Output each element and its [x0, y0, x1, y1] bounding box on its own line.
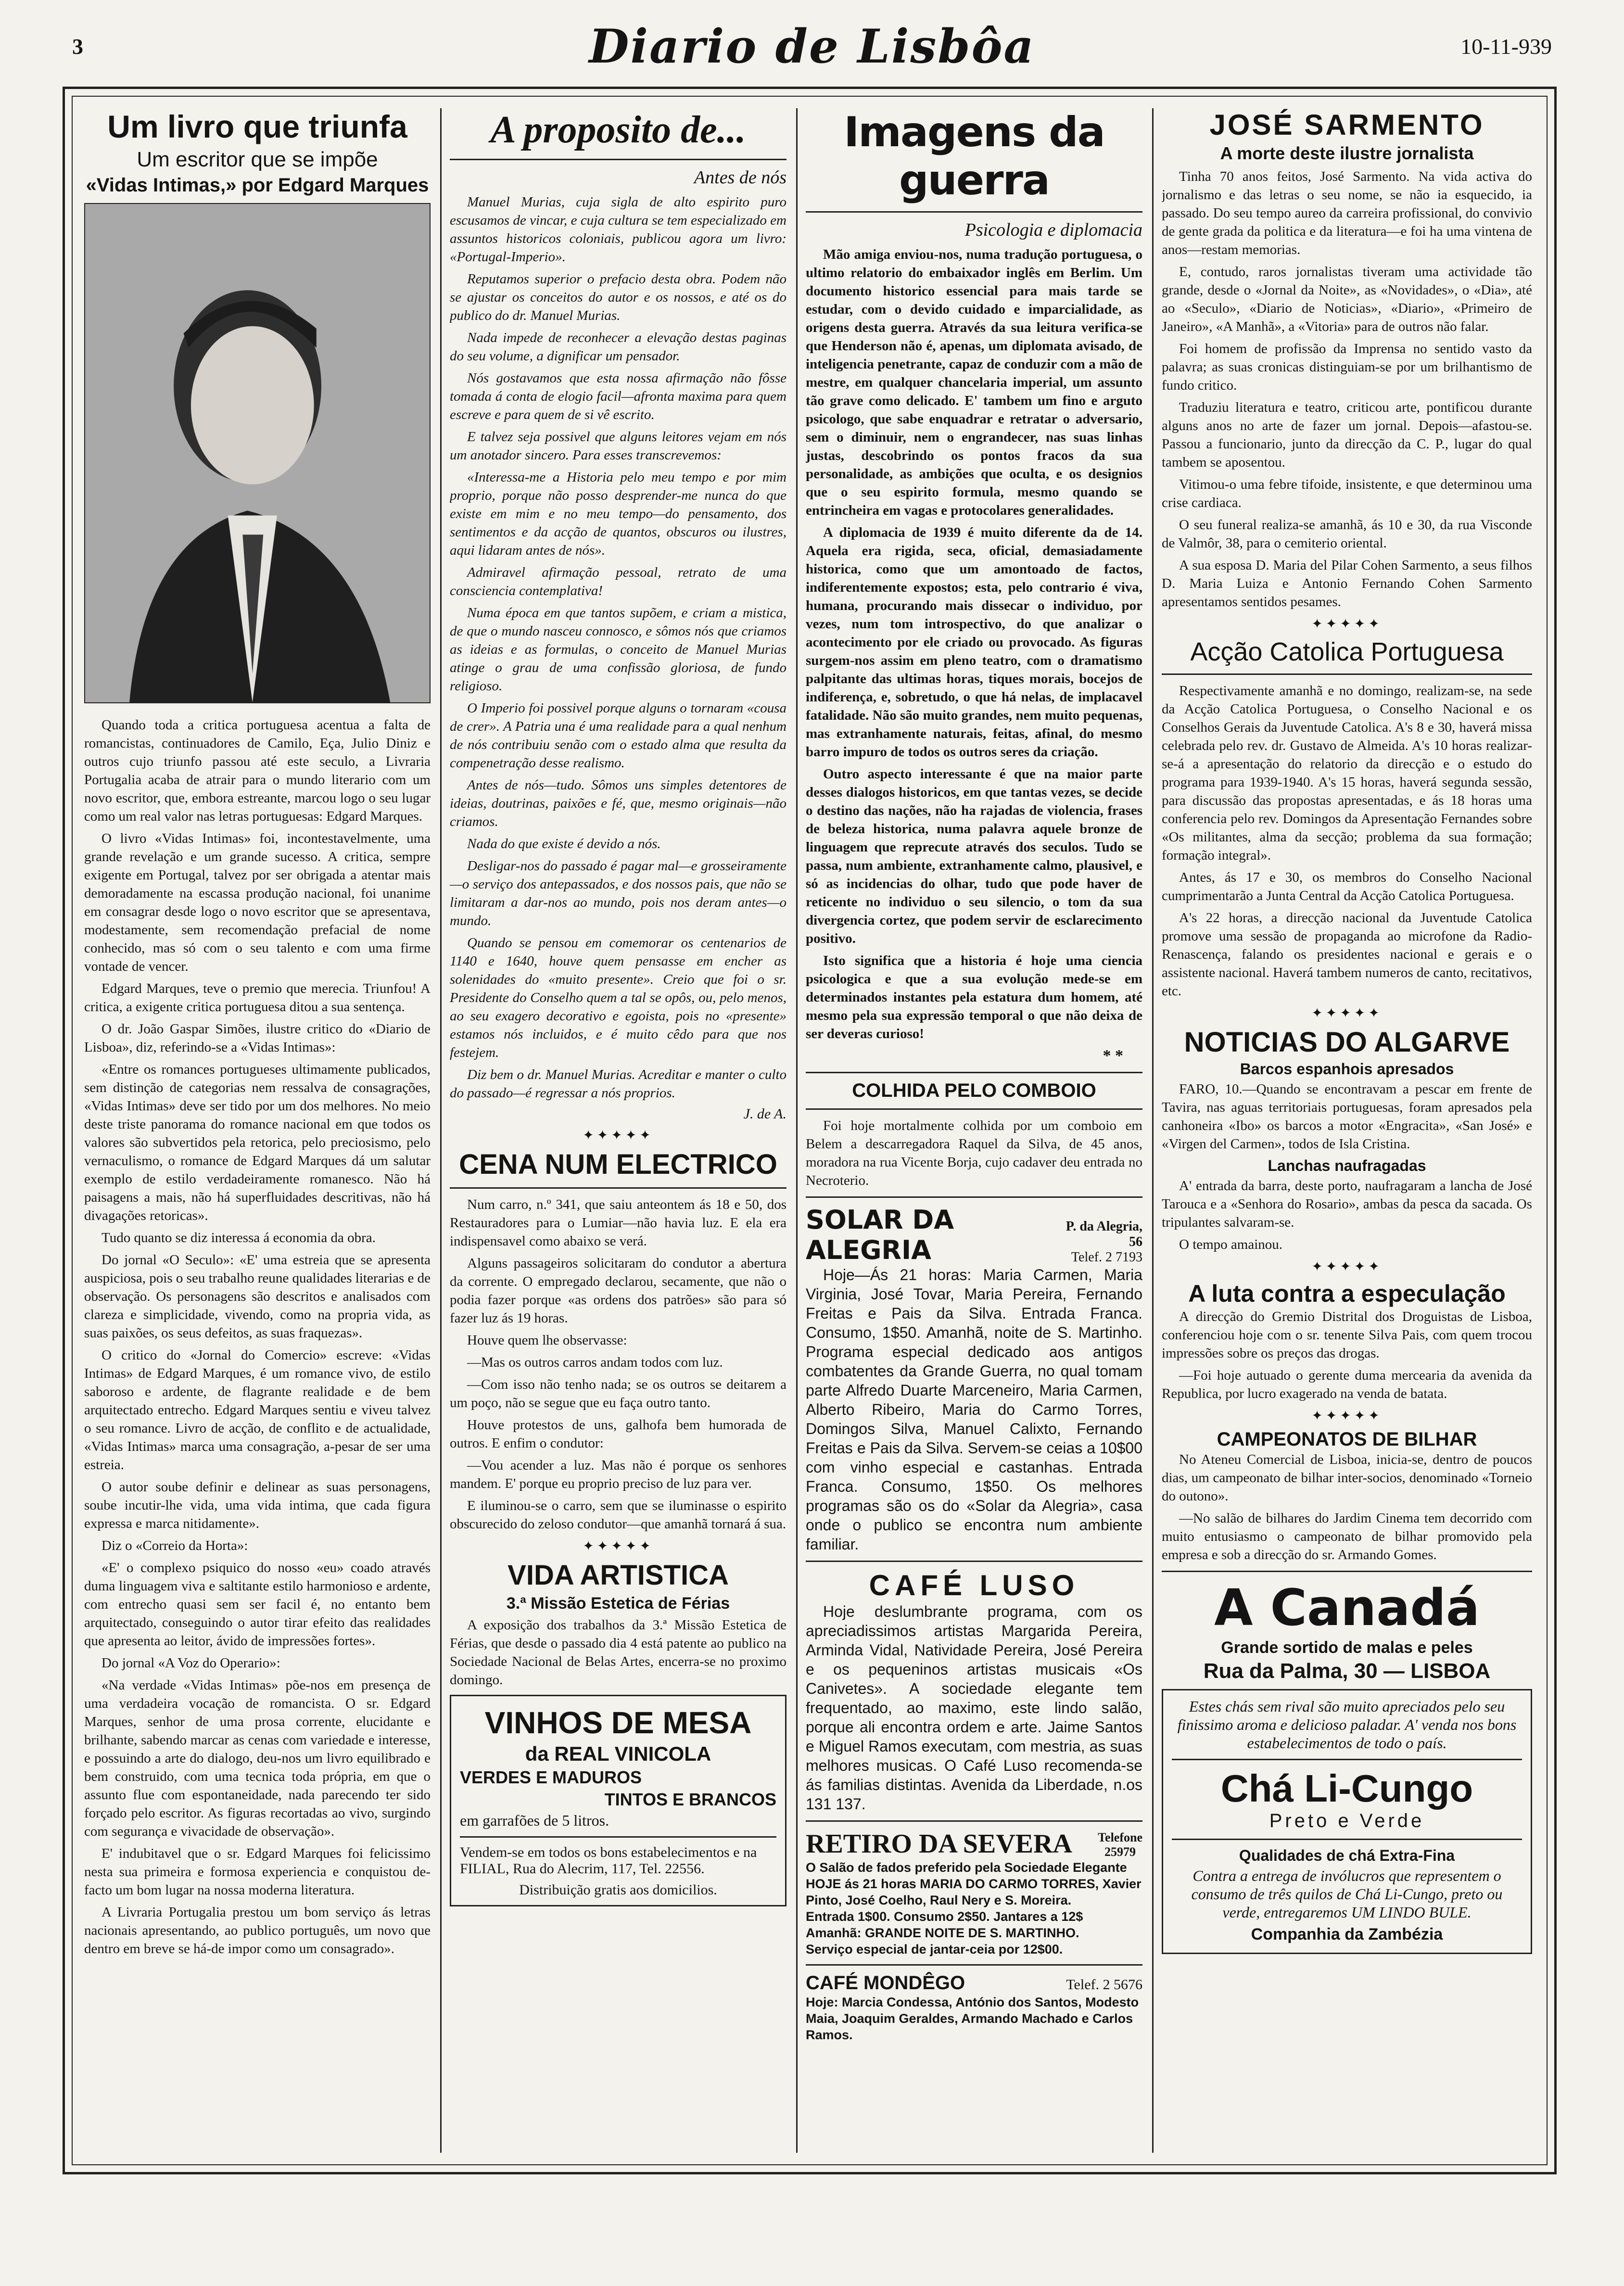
- ad-solar: [806, 1205, 1142, 1554]
- paragraph: Mão amiga enviou-nos, numa tradução portuguesa, o ultimo relatorio do embaixador inglês em Berlim. Um documento historico essencial para mais tarde se estudar, com o devido cuidado e imparcialidade, as origens desta guerra. Através da sua leitura verifica-se que Henderson não é, apenas, um diplomata avisado, de inteligencia penetrante, capaz de conduzir com a mão de mestre, em qualquer chancelaria imperial, um assunto tão grave como delicado. E' tambem um fino e arguto psicologo, que sabe enquadrar e retratar o adversario, sem o diminuir, nem o engrandecer, nas suas linhas justas, descobrindo os pontos fracos da sua personalidade, as ambições que oculta, e os designios que o seu espirito formula, mesmo quando se entrincheira em vagas e protocolares generalidades.: [806, 247, 1142, 518]
- page-frame: [63, 87, 1557, 2174]
- paragraph: Antes de nós—tudo. Sômos uns simples detentores de ideias, doutrinas, paixões e fé, que, mesmo originais—não criamos.: [450, 777, 787, 829]
- paragraph: A diplomacia de 1939 é muito diferente da de 14. Aquela era rigida, seca, oficial, demasiadamente historica, como que um amontoado de factos, indiferentemente expostos; esta, pelo contrario é viva, humana, procurando mais dissecar o individuo, por vezes, num tom introspectivo, do que analizar o acontecimento por ele criado ou provocado. As figuras surgem-nos assim em pleno teatro, com o dramatismo palpitante das ultimas horas, tiques morais, bocejos de indiferença, e, sobretudo, o que há nelas, de implacavel fatalidade. Não são muito grandes, nem muito pequenas, mas extranhamente naturais, feitas, afinal, do mesmo barro impuro de todos os outros seres da criação.: [806, 525, 1142, 760]
- paragraph: O livro «Vidas Intimas» foi, incontestavelmente, uma grande revelação e um grande sucesso. A critica, sempre exigente em Portugal, talvez por ser obrigada a atentar mais demoradamente na escassa produção nacional, foi unanime em consagrar desde logo o novo escritor que se apresentava, modestamente, sem recomendação prefacial de nome conhecido, mas só com o seu talento e com uma firme vontade de vencer.: [84, 831, 431, 974]
- headline-sarmento: JOSÉ SARMENTO: [1209, 109, 1484, 141]
- divider: [1172, 1759, 1522, 1760]
- paragraph: —No salão de bilhares do Jardim Cinema tem decorrido com muito entusiasmo o campeonato de bilhar promovido pela empresa e sob a direcção do sr. Armando Gomes.: [1162, 1511, 1532, 1562]
- divider: [806, 1108, 1142, 1110]
- ad-line: Serviço especial de jantar-ceia por 12$00.: [806, 1942, 1063, 1956]
- subhead-sarmento: A morte deste ilustre jornalista: [1220, 143, 1474, 163]
- paragraph: O seu funeral realiza-se amanhã, ás 10 e 30, da rua Visconde de Valmôr, 38, para o cemiterio oriental.: [1162, 517, 1532, 551]
- paragraph: Vitimou-o uma febre tifoide, insistente, e que determinou uma crise cardiaca.: [1162, 477, 1532, 510]
- paragraph: —Com isso não tenho nada; se os outros se deitarem a um poço, não se segue que eu faça outro tanto.: [450, 1377, 787, 1410]
- headline-bilhar: CAMPEONATOS DE BILHAR: [1217, 1429, 1477, 1450]
- headline-livro: Um livro que triunfa: [107, 109, 407, 144]
- paragraph: Tinha 70 anos feitos, José Sarmento. Na vida activa do jornalismo e das letras o seu nome, se não ia esquecido, ia passado. Do seu tempo aureo da carreira profissional, do convivio de gente grada da politica e da literatura—e foi ha uma vintena de anos—restam memorias.: [1162, 169, 1532, 257]
- paragraph: Do jornal «O Seculo»: «E' uma estreia que se apresenta auspiciosa, pois o seu trabalho reune qualidades literarias e de observação. Os personagens são descritos e analisados com clareza e simplicidade, vivendo, como na propria vida, as suas paixões, os seus defeitos, as suas fraquezas».: [84, 1252, 431, 1341]
- paragraph: E' indubitavel que o sr. Edgard Marques foi felicissimo nesta sua primeira e formosa experiencia e conquistou de-facto um bom lugar na nossa moderna literatura.: [84, 1846, 431, 1898]
- ad-title: A Canadá: [1214, 1578, 1480, 1637]
- ad-phone: 25979: [1104, 1845, 1136, 1859]
- paragraph: O critico do «Jornal do Comercio» escreve: «Vidas Intimas» de Edgard Marques, é um romance vivo, de estilo saboroso e ardente, de flagrante realidade e de bem arquitectado entrecho. Edgard Marques sentiu e viveu talvez o seu romance. Livro de acção, de conflito e de actualidade, «Vidas Intimas» marca uma consagração, a-pesar de ser uma estreia.: [84, 1347, 431, 1473]
- headline-luta: A luta contra a especulação: [1188, 1280, 1506, 1307]
- headline-colhida: COLHIDA PELO COMBOIO: [852, 1080, 1096, 1101]
- headline-accao: Acção Catolica Portuguesa: [1190, 637, 1504, 666]
- ad-intro: Estes chás sem rival são muito apreciados pelo seu finissimo aroma e delicioso paladar. A' venda nos bons estabelecimentos de todo o país.: [1177, 1698, 1517, 1752]
- paragraph: O Imperio foi possivel porque alguns o tornaram «cousa de crer». A Patria una é uma realidade para a qual nenhum de nós contribuiu senão com o estado alma que resulta da compenetração desse realismo.: [450, 700, 787, 771]
- paragraph: Respectivamente amanhã e no domingo, realizam-se, na sede da Acção Catolica Portuguesa, o Conselho Nacional e os Conselhos Gerais da Juventude Catolica. A's 8 e 30, haverá missa celebrada pelo rev. dr. Gustavo de Almeida. A's 10 horas realizar-se-á a apresentação do relatorio da direcção e o estudo do programa para 1939-1940. A's 15 horas, haverá segunda sessão, para discussão das propostas apresentadas, e ás 18 horas uma conferencia pelo rev. Domingos da Apresentação Fernandes sobre «Os militantes, alma da secção; problema da sua formação; formação integral».: [1162, 683, 1532, 863]
- paragraph: No Ateneu Comercial de Lisboa, inicia-se, dentro de poucos dias, um campeonato de bilhar inter-socios, denominado «Torneio do outono».: [1162, 1452, 1532, 1504]
- paragraph: E talvez seja possivel que alguns leitores vejam em nós um anotador sincero. Para esses transcrevemos:: [450, 429, 787, 463]
- subhead-livro: Um escritor que se impõe: [137, 148, 378, 171]
- column-rule: [1152, 108, 1154, 2153]
- subhead-lanchas: Lanchas naufragadas: [1268, 1157, 1426, 1174]
- paragraph: Do jornal «A Voz do Operario»:: [102, 1655, 280, 1671]
- divider: [1172, 1839, 1522, 1840]
- column-rule: [796, 108, 798, 2153]
- subhead-livro-title: «Vidas Intimas,» por Edgard Marques: [86, 175, 429, 196]
- headline-vida-artistica: VIDA ARTISTICA: [508, 1560, 729, 1591]
- portrait-image: [85, 204, 430, 702]
- ad-body: Hoje—Ás 21 horas: Maria Carmen, Maria Virginia, José Tovar, Maria Pereira, Fernando Freitas e Pais da Silva. Entrada Franca. Consumo, 1$50. Amanhã, noite de S. Martinho. Programa especial dedicado aos antigos combatentes da Grande Guerra, no qual tomam parte Alfredo Duarte Marceneiro, Maria Carmen, Alberto Ribeiro, Maria do Carmo Torres, Domingos Silva, Manuel Calixto, Fernando Freitas e Pais da Silva. Servem-se ceias a 10$00 com vinho especial e castanhas. Entrada Franca. Consumo, 1$50. Os melhores programas são os do «Solar da Alegria», casa onde o publico se encontra num ambiente familiar.: [806, 1266, 1142, 1553]
- ad-line: Qualidades de chá Extra-Fina: [1239, 1847, 1455, 1864]
- ad-mondego: [806, 1972, 1142, 2043]
- paragraph: Diz o «Correio da Horta»:: [102, 1538, 248, 1553]
- paragraph: Quando toda a critica portuguesa acentua a falta de romancistas, continuadores de Camilo, Eça, Julio Diniz e outros cujo triunfo passou até este seculo, a Livraria Portugalia acaba de atrair para o mundo literario com um novo escritor, que, embora estreante, marcou logo o seu lugar como um real valor nas letras portuguesas: Edgard Marques.: [84, 717, 431, 824]
- ad-address: P. da Alegria, 56: [1066, 1219, 1142, 1249]
- paragraph: Quando se pensou em comemorar os centenarios de 1140 e 1640, houve quem pensasse em encher as solenidades do «muito presente». Creio que foi o sr. Presidente do Conselho quem a tal se opôs, ou, pelo menos, ao seu exagero decorativo e egoista, pois no «presente» estamos nós incluidos, e é muito cêdo para que nos festejem.: [450, 935, 787, 1060]
- masthead: [72, 19, 1552, 77]
- paragraph: —Foi hoje autuado o gerente duma mercearia da avenida da Republica, por lucro exagerado na venda de batata.: [1162, 1368, 1532, 1401]
- ornament-divider: ✦✦✦✦✦: [583, 1539, 654, 1554]
- divider: [806, 1196, 1142, 1198]
- paragraph: A' entrada da barra, deste porto, naufragaram a lancha de José Tarouca e a «Senhora do Rosario», ambas da pesca da sacada. Os tripulantes salvaram-se.: [1162, 1178, 1532, 1230]
- paragraph: A direcção do Gremio Distrital dos Droguistas de Lisboa, conferenciou hoje com o sr. tenente Silva Pais, com quem trocou impressões sobre os preços das drogas.: [1162, 1309, 1532, 1361]
- paragraph: O tempo amainou.: [1179, 1237, 1283, 1252]
- divider: [450, 159, 787, 160]
- ornament-divider: ✦✦✦✦✦: [1311, 1409, 1383, 1423]
- page-number: 3: [72, 34, 83, 59]
- column-guerra: [806, 108, 1142, 2153]
- ad-title: RETIRO DA SEVERA: [806, 1829, 1072, 1859]
- paragraph: Foi homem de profissão da Imprensa no sentido vasto da palavra; as suas cronicas distinguiam-se por um brilhantismo de fundo critico.: [1162, 341, 1532, 393]
- paragraph: Nada impede de reconhecer a elevação destas paginas do seu volume, a dignificar um pensador.: [450, 330, 787, 364]
- ad-line: Grande sortido de malas e peles: [1221, 1638, 1473, 1657]
- paragraph: Outro aspecto interessante é que na maior parte desses dialogos historicos, em que tantas vezes, se decide o destino das nações, não ha rajadas de violencia, frases de beleza historica, numa palavra aquele bronze de linguagem que reprecute através dos seculos. Tudo se passa, num ambiente, extranhamente calmo, plausivel, e só as incidencias do olhar, tudo que pode haver de reticente no individuo o seu silencio, o tom da sua divergencia cortez, que podem servir de esclarecimento positivo.: [806, 766, 1142, 946]
- ad-line: HOJE ás 21 horas MARIA DO CARMO TORRES, Xavier Pinto, José Coelho, Raul Nery e S. Moreira.: [806, 1877, 1142, 1907]
- ad-cafe-luso: [806, 1569, 1142, 1814]
- column-noticias: [1162, 108, 1532, 2153]
- ad-phone: Telef. 2 7193: [1071, 1250, 1142, 1265]
- paragraph: Traduziu literatura e teatro, criticou arte, pontificou durante alguns anos no arte de fazer um jornal. Depois—afastou-se. Passou a funcionario, junto da direcção da C. P., lugar do qual tambem se aposentou.: [1162, 400, 1532, 470]
- ornament-divider: ✦✦✦✦✦: [1311, 1259, 1383, 1274]
- paragraph: «Na verdade «Vidas Intimas» põe-nos em presença de uma verdadeira vocação de romancista. O sr. Edgard Marques, senhor de uma prosa corrente, elucidante e brilhante, sabendo marcar as cenas com variedade e interesse, e possuindo a arte do dialogo, deu-nos um livro equilibrado e bem construido, com uma tecnica toda própria, em que o assunto flue com espontaneidade, nada parecendo ter sido forçado pelo escritor. As figuras recortadas ao vivo, surgindo com segurança e vivacidade de observação».: [84, 1677, 431, 1839]
- ad-line: Distribuição gratis aos domicilios.: [519, 1882, 717, 1898]
- ad-line: TINTOS E BRANCOS: [604, 1790, 776, 1809]
- paragraph: Numa época em que tantos supõem, e criam a mistica, de que o mundo nasceu connosco, e sômos nós que criamos as ideias e as formulas, o conceito de Manuel Murias atinge o grau de uma confissão gloriosa, de fundo religioso.: [450, 605, 787, 694]
- ad-company: Companhia da Zambézia: [1251, 1925, 1443, 1943]
- paragraph: «Entre os romances portugueses ultimamente publicados, sem distinção de categorias nem ressalva de consagrações, «Vidas Intimas» deve ser tido por um dos melhores. No meio deste triste panorama do romance nacional em que todos os valores são subvertidos pela retorica, pelo preciosismo, pelo vernaculismo, o romance de Edgard Marques dá um salutar exemplo de estilo verdadeiramente romanesco. Não há paisagens a mais, não há superfluidades descritivas, não há divagações retoricas».: [84, 1062, 431, 1223]
- ad-body: Hoje: Marcia Condessa, António dos Santos, Modesto Maia, Joaquim Geraldes, Armando Machado e Carlos Ramos.: [806, 1995, 1139, 2042]
- divider: [806, 211, 1142, 213]
- paragraph: Admiravel afirmação pessoal, retrato de uma consciencia contemplativa!: [450, 565, 787, 598]
- paragraph: FARO, 10.—Quando se encontravam a pescar em frente de Tavira, nas aguas territoriais portuguesas, foram apresados pela canhoneira «Ibo» os barcos a motor «Engracita», «San José» e «Virgen del Carmen», todos de Isla Cristina.: [1162, 1081, 1532, 1152]
- ad-phone: Telef. 2 5676: [1066, 1977, 1142, 1993]
- ad-line: Amanhã: GRANDE NOITE DE S. MARTINHO.: [806, 1926, 1079, 1940]
- ad-line: O Salão de fados preferido pela Sociedade Elegante: [806, 1860, 1127, 1875]
- signature: J. de A.: [743, 1106, 787, 1122]
- paragraph: Reputamos superior o prefacio desta obra. Podem não se ajustar os conceitos do autor e os nossos, e até os do publico do dr. Manuel Murias.: [450, 271, 787, 323]
- divider: [1162, 1571, 1532, 1572]
- subhead-antes: Antes de nós: [694, 167, 787, 188]
- ad-phone-label: Telefone: [1098, 1830, 1142, 1844]
- divider: [806, 1820, 1142, 1822]
- ad-line: Vendem-se em todos os bons estabelecimentos e na FILIAL, Rua do Alecrim, 117, Tel. 22556.: [460, 1844, 757, 1877]
- subhead-barcos: Barcos espanhois apresados: [1240, 1060, 1454, 1078]
- paragraph: O dr. João Gaspar Simões, ilustre critico do «Diario de Lisboa», diz, referindo-se a «Vidas Intimas»:: [84, 1021, 431, 1055]
- ad-subtitle: Preto e Verde: [1269, 1810, 1425, 1831]
- ad-title: CAFÉ MONDÊGO: [806, 1972, 965, 1994]
- divider: [1162, 673, 1532, 675]
- paragraph: Num carro, n.º 341, que saiu anteontem ás 18 e 50, dos Restauradores para o Lumiar—não havia luz. E ela era indispensavel como abaixo se verá.: [450, 1197, 787, 1249]
- headline-proposito: A proposito de...: [490, 109, 746, 151]
- headline-guerra: Imagens da guerra: [844, 108, 1104, 204]
- ad-line: da REAL VINICOLA: [525, 1742, 711, 1765]
- paragraph: Nós gostavamos que esta nossa afirmação não fôsse tomada á conta de elogio facil—afronta maxima para quem escreve e para quem de si vê escrito.: [450, 370, 787, 422]
- headline-algarve: NOTICIAS DO ALGARVE: [1184, 1027, 1510, 1058]
- ad-line: Rua da Palma, 30 — LISBOA: [1203, 1659, 1491, 1683]
- paragraph: Houve protestos de uns, galhofa bem humorada de outros. E enfim o condutor:: [450, 1417, 787, 1451]
- paragraph: Tudo quanto se diz interessa á economia da obra.: [102, 1230, 376, 1245]
- paragraph: Foi hoje mortalmente colhida por um comboio em Belem a descarregadora Raquel da Silva, de 45 anos, moradora na rua Vicente Borja, cujo cadaver deu entrada no Necroterio.: [806, 1118, 1142, 1188]
- ad-severa: [806, 1829, 1142, 1957]
- paragraph: Isto significa que a historia é hoje uma ciencia psicologica e que a sua evolução mede-se em determinados instantes pela estatura dum homem, até mesmo pela sua expressão temporal o que não deixa de ser deveras curioso!: [806, 953, 1142, 1041]
- ad-line: VERDES E MADUROS: [460, 1767, 642, 1787]
- newspaper-title: Diario de Lisbôa: [589, 19, 1035, 74]
- divider: [806, 1964, 1142, 1966]
- subhead-psicologia: Psicologia e diplomacia: [964, 220, 1142, 240]
- paragraph: A Livraria Portugalia prestou um bom serviço ás letras nacionais apresentando, ao publico português, um novo que dentro em breve se há-de impor como um consagrado».: [84, 1905, 431, 1956]
- author-photo: [84, 203, 431, 703]
- paragraph: Houve quem lhe observasse:: [467, 1333, 627, 1348]
- ornament-divider: ✦✦✦✦✦: [1311, 617, 1383, 632]
- paragraph: A exposição dos trabalhos da 3.ª Missão Estetica de Férias, que desde o passado dia 4 está patente ao publico na Sociedade Nacional de Belas Artes, encerra-se no proximo domingo.: [450, 1617, 787, 1688]
- paragraph: «E' o complexo psiquico do nosso «eu» coado através duma linguagem viva e saltitante estilo harmonioso e ardente, com entrecho quasi sem ser facil é, no entanto bem arquitectado, conseguindo o autor tirar efeito das realidades que apresenta ao leitor, ávido de impressões fortes».: [84, 1560, 431, 1649]
- divider: [460, 1836, 776, 1838]
- column-rule: [440, 108, 442, 2153]
- ad-line: em garrafões de 5 litros.: [460, 1812, 609, 1829]
- ad-line: Contra a entrega de invólucros que representem o consumo de três quilos de Chá Li-Cungo, preto ou verde, entregaremos UM LINDO BULE.: [1191, 1867, 1503, 1921]
- headline-cena: CENA NUM ELECTRICO: [459, 1149, 777, 1180]
- column-proposito: [450, 108, 787, 2153]
- paragraph: E iluminou-se o carro, sem que se iluminasse o espirito obscurecido do zeloso condutor—que amanhã tornará á sua.: [450, 1498, 787, 1532]
- divider: [806, 1072, 1142, 1073]
- paragraph: Desligar-nos do passado é pagar mal—e grosseiramente—o serviço dos antepassados, e dos nossos pais, que não se limitaram a dar-nos ao mundo, pois nos deram antes—o mundo.: [450, 858, 787, 928]
- paragraph: A's 22 horas, a direcção nacional da Juventude Catolica promove uma sessão de propaganda ao microfone da Radio-Renascença, falando os presidentes nacional e gerais e o assistente nacional. Haverá tambem numeros de canto, recitativos, etc.: [1162, 910, 1532, 999]
- divider: [450, 1187, 787, 1189]
- stars-divider: * *: [1103, 1047, 1123, 1065]
- ad-title: SOLAR DA ALEGRIA: [806, 1205, 954, 1265]
- ad-title: VINHOS DE MESA: [484, 1705, 752, 1740]
- column-livro: [84, 108, 431, 2153]
- ornament-divider: ✦✦✦✦✦: [583, 1128, 654, 1143]
- ornament-divider: ✦✦✦✦✦: [1311, 1006, 1383, 1021]
- paragraph: Diz bem o dr. Manuel Murias. Acreditar e manter o culto do passado—é regressar a nós proprios.: [450, 1067, 787, 1101]
- issue-date: 10-11-939: [1460, 34, 1552, 59]
- ad-title: CAFÉ LUSO: [869, 1569, 1079, 1601]
- ad-canada: [1162, 1579, 1532, 1683]
- paragraph: —Mas os outros carros andam todos com luz.: [467, 1355, 723, 1370]
- paragraph: «Interessa-me a Historia pelo meu tempo e por mim proprio, porque não posso desprender-me nunca do que existe em mim e no meu tempo—do pensamento, dos sentimentos e da acção de quantos, obscuros ou ilustres, aqui lidaram antes de nós».: [450, 470, 787, 558]
- paragraph: E, contudo, raros jornalistas tiveram uma actividade tão grande, desde o «Jornal da Noite», as «Novidades», o «Dia», até ao «Seculo», «Diario de Noticias», «Diario», «Primeiro de Janeiro», «A Manhã», a «Vitoria» para de outros não falar.: [1162, 264, 1532, 334]
- ad-title: Chá Li-Cungo: [1220, 1767, 1473, 1810]
- divider: [806, 1561, 1142, 1562]
- paragraph: Antes, ás 17 e 30, os membros do Conselho Nacional cumprimentarão a Junta Central da Acção Catolica Portuguesa.: [1162, 870, 1532, 903]
- paragraph: —Vou acender a luz. Mas não é porque os senhores mandem. E' porque eu proprio preciso de luz para ver.: [450, 1458, 787, 1491]
- paragraph: Alguns passageiros solicitaram do condutor a abertura da corrente. O empregado declarou, secamente, que não o podia fazer porque «as ordens dos patrões» são para só fazer luz ás 19 horas.: [450, 1256, 787, 1326]
- subhead-missao: 3.ª Missão Estetica de Férias: [506, 1594, 730, 1613]
- ad-vinhos: [450, 1695, 787, 1906]
- ad-body: Hoje deslumbrante programa, com os apreciadissimos artistas Margarida Pereira, Arminda Vidal, Natividade Pereira, José Pereira e os pequeninos artistas musicais «Os Canivetes». A sociedade elegante tem frequentado, ao maximo, este lindo salão, porque ali encontra ordem e arte. Jaime Santos e Miguel Ramos executam, com mestria, as suas melhores musicas. O Café Luso recomenda-se ás familias distintas. Avenida da Liberdade, n.os 131 137.: [806, 1603, 1142, 1813]
- ad-cha-li-cungo: [1162, 1689, 1532, 1954]
- paragraph: Nada do que existe é devido a nós.: [467, 836, 661, 851]
- paragraph: Manuel Murias, cuja sigla de alto espirito puro escusamos de vincar, e cuja cultura se tem especializado em assuntos historicos coloniais, publicou agora um livro: «Portugal-Imperio».: [450, 194, 787, 265]
- paragraph: A sua esposa D. Maria del Pilar Cohen Sarmento, a seus filhos D. Maria Luiza e Antonio Fernando Cohen Sarmento apresentamos sentidos pesames.: [1162, 558, 1532, 610]
- paragraph: O autor soube definir e delinear as suas personagens, soube incutir-lhe vida, uma vida intima, que cada figura expressa e marca nitidamente».: [84, 1479, 431, 1531]
- paragraph: Edgard Marques, teve o premio que merecia. Triunfou! A critica, a exigente critica portuguesa ditou a sua sentença.: [84, 981, 431, 1015]
- ad-line: Entrada 1$00. Consumo 2$50. Jantares a 12$: [806, 1909, 1083, 1924]
